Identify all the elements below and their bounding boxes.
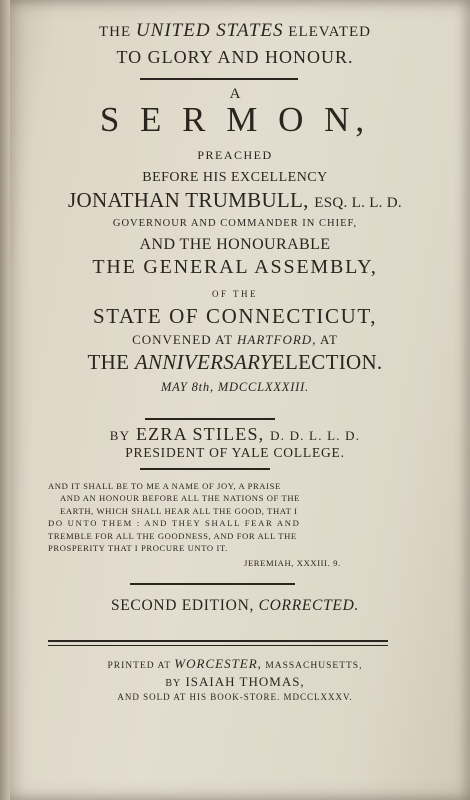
convened-place: HARTFORD, <box>237 332 317 347</box>
date-line: MAY 8th, MDCCLXXXIII. <box>160 380 310 394</box>
imprint-sold: AND SOLD AT HIS BOOK-STORE. <box>117 692 281 702</box>
title-elevated: ELEVATED <box>288 24 371 40</box>
title-united-states: UNITED STATES <box>135 20 284 41</box>
of-the-line: OF THE <box>211 289 259 299</box>
author-line <box>0 424 470 445</box>
edition-rule <box>130 583 295 585</box>
title-line-2: TO GLORY AND HONOUR. <box>116 47 354 67</box>
author-rule-top <box>145 418 275 420</box>
epigraph-line: PROSPERITY THAT I PROCURE UNTO IT. <box>48 543 228 554</box>
title-line-1 <box>0 20 470 42</box>
epigraph-line: DO UNTO THEM : AND THEY SHALL FEAR AND <box>48 518 301 529</box>
imprint-rule-thin <box>48 645 388 646</box>
governor-name: JONATHAN TRUMBULL, <box>68 188 309 212</box>
general-assembly-line: THE GENERAL ASSEMBLY, <box>92 256 378 278</box>
convened-at: AT <box>320 332 338 347</box>
epigraph-line: EARTH, WHICH SHALL HEAR ALL THE GOOD, THAT I <box>60 505 298 516</box>
author-position: PRESIDENT OF YALE COLLEGE. <box>125 445 345 460</box>
imprint-line-1 <box>0 656 470 672</box>
state-line: STATE OF CONNECTICUT, <box>92 304 378 328</box>
epigraph-line: AND AN HONOUR BEFORE ALL THE NATIONS OF THE <box>60 493 301 504</box>
heading-sermon: S E R M O N, <box>99 100 371 139</box>
imprint-printer: ISAIAH THOMAS, <box>185 674 305 689</box>
heading-a: A <box>229 86 241 102</box>
author-by: BY <box>109 428 131 443</box>
convened-line <box>0 332 470 348</box>
imprint-year: MDCCLXXXV. <box>283 692 353 702</box>
governor-roles: GOVERNOUR AND COMMANDER IN CHIEF, <box>112 218 358 229</box>
election-line <box>0 350 470 375</box>
imprint-line-2 <box>0 674 470 690</box>
author-name: EZRA STILES, <box>135 424 265 444</box>
convened-text: CONVENED AT <box>132 332 233 347</box>
imprint-line-3 <box>0 692 470 702</box>
edition-note: CORRECTED. <box>258 597 360 614</box>
imprint-city: WORCESTER, <box>174 656 262 671</box>
epigraph-line: TREMBLE FOR ALL THE GOODNESS, AND FOR ALL THE <box>48 530 297 541</box>
imprint-printed-at: PRINTED AT <box>107 661 171 671</box>
imprint-rule-thick <box>48 640 388 642</box>
imprint-state: MASSACHUSETTS, <box>265 661 363 671</box>
election-word: ELECTION. <box>271 350 383 374</box>
edition-line <box>0 597 470 615</box>
election-the: THE <box>87 350 130 374</box>
governor-titles: ESQ. L. L. D. <box>314 195 402 211</box>
before-line: BEFORE HIS EXCELLENCY <box>142 170 328 185</box>
epigraph-citation: JEREMIAH, XXXIII. 9. <box>244 558 341 568</box>
author-rule-bottom <box>140 468 270 470</box>
imprint-by: BY <box>165 678 182 689</box>
title-rule <box>140 78 298 80</box>
preached-line: PREACHED <box>197 148 273 162</box>
epigraph <box>48 480 378 554</box>
election-anniversary: ANNIVERSARY <box>134 350 272 374</box>
edition-label: SECOND EDITION, <box>110 597 255 614</box>
title-the: THE <box>99 24 132 40</box>
author-degrees: D. D. L. L. D. <box>270 428 361 443</box>
governor-line <box>0 188 470 213</box>
epigraph-line: AND IT SHALL BE TO ME A NAME OF JOY, A PRAISE <box>48 481 281 491</box>
and-honourable-line: AND THE HONOURABLE <box>139 236 331 253</box>
